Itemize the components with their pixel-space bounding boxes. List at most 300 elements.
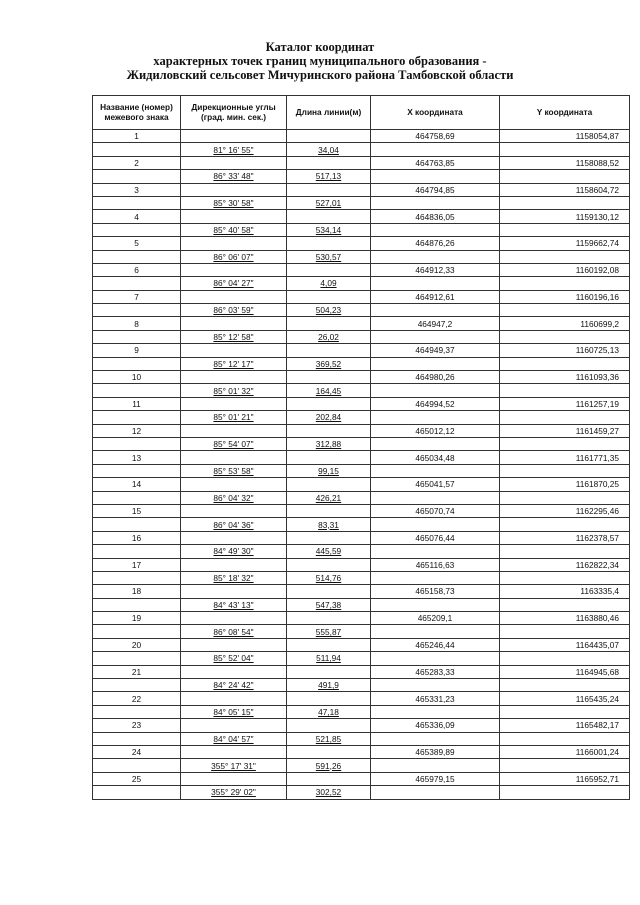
line-length: 547,38: [287, 598, 371, 611]
line-length: 34,04: [287, 143, 371, 156]
direction-angle: 85° 12' 17": [181, 357, 287, 370]
x-empty: [371, 652, 500, 665]
point-row: [93, 558, 630, 571]
x-coordinate: 465246,44: [371, 638, 500, 651]
line-length: 527,01: [287, 196, 371, 209]
y-coordinate: 1162822,34: [500, 558, 630, 571]
y-empty: [500, 491, 630, 504]
line-length: 491,9: [287, 679, 371, 692]
number-empty: [93, 223, 181, 236]
header-x: X координата: [371, 96, 500, 130]
number-empty: [93, 170, 181, 183]
x-coordinate: 464912,33: [371, 263, 500, 276]
direction-angle: 86° 04' 36": [181, 518, 287, 531]
segment-row: [93, 277, 630, 290]
point-number: 24: [93, 745, 181, 758]
header-angle: Дирекционные углы (град. мин. сек.): [181, 96, 287, 130]
line-length: 511,94: [287, 652, 371, 665]
line-length: 445,59: [287, 545, 371, 558]
direction-angle: 85° 01' 21": [181, 411, 287, 424]
direction-angle: 86° 08' 54": [181, 625, 287, 638]
line-length: 99,15: [287, 464, 371, 477]
y-coordinate: 1164945,68: [500, 665, 630, 678]
x-empty: [371, 679, 500, 692]
direction-angle: 85° 01' 32": [181, 384, 287, 397]
direction-angle: 85° 40' 58": [181, 223, 287, 236]
x-coordinate: 464876,26: [371, 237, 500, 250]
x-coordinate: 465331,23: [371, 692, 500, 705]
number-empty: [93, 491, 181, 504]
length-empty: [287, 638, 371, 651]
line-length: 202,84: [287, 411, 371, 424]
length-empty: [287, 317, 371, 330]
point-row: [93, 531, 630, 544]
x-empty: [371, 304, 500, 317]
angle-empty: [181, 290, 287, 303]
number-empty: [93, 384, 181, 397]
point-row: [93, 612, 630, 625]
line-length: 517,13: [287, 170, 371, 183]
number-empty: [93, 652, 181, 665]
angle-empty: [181, 719, 287, 732]
x-coordinate: 464949,37: [371, 344, 500, 357]
point-row: [93, 130, 630, 143]
number-empty: [93, 196, 181, 209]
y-empty: [500, 464, 630, 477]
number-empty: [93, 759, 181, 772]
segment-row: [93, 223, 630, 236]
point-number: 16: [93, 531, 181, 544]
point-number: 21: [93, 665, 181, 678]
table-body: [93, 130, 630, 800]
angle-empty: [181, 424, 287, 437]
y-coordinate: 1163335,4: [500, 585, 630, 598]
angle-empty: [181, 156, 287, 169]
point-row: [93, 183, 630, 196]
x-coordinate: 465209,1: [371, 612, 500, 625]
length-empty: [287, 397, 371, 410]
angle-empty: [181, 210, 287, 223]
y-coordinate: 1161459,27: [500, 424, 630, 437]
length-empty: [287, 504, 371, 517]
x-empty: [371, 759, 500, 772]
y-empty: [500, 705, 630, 718]
x-coordinate: 464912,61: [371, 290, 500, 303]
point-number: 6: [93, 263, 181, 276]
y-coordinate: 1159130,12: [500, 210, 630, 223]
x-coordinate: 465979,15: [371, 772, 500, 785]
point-row: [93, 397, 630, 410]
x-empty: [371, 277, 500, 290]
line-length: 591,26: [287, 759, 371, 772]
length-empty: [287, 719, 371, 732]
line-length: 26,02: [287, 330, 371, 343]
table-header-row: [93, 96, 630, 130]
point-number: 7: [93, 290, 181, 303]
x-coordinate: 465158,73: [371, 585, 500, 598]
point-row: [93, 665, 630, 678]
line-length: 555,87: [287, 625, 371, 638]
length-empty: [287, 130, 371, 143]
x-empty: [371, 223, 500, 236]
direction-angle: 84° 05' 15": [181, 705, 287, 718]
segment-row: [93, 330, 630, 343]
y-empty: [500, 786, 630, 799]
x-empty: [371, 143, 500, 156]
segment-row: [93, 679, 630, 692]
point-number: 2: [93, 156, 181, 169]
length-empty: [287, 612, 371, 625]
number-empty: [93, 277, 181, 290]
x-empty: [371, 464, 500, 477]
direction-angle: 84° 49' 30": [181, 545, 287, 558]
point-row: [93, 424, 630, 437]
point-number: 18: [93, 585, 181, 598]
angle-empty: [181, 665, 287, 678]
point-row: [93, 638, 630, 651]
length-empty: [287, 665, 371, 678]
header-y: Y координата: [500, 96, 630, 130]
segment-row: [93, 411, 630, 424]
segment-row: [93, 571, 630, 584]
point-row: [93, 317, 630, 330]
y-empty: [500, 170, 630, 183]
x-coordinate: 464758,69: [371, 130, 500, 143]
line-length: 504,23: [287, 304, 371, 317]
segment-row: [93, 491, 630, 504]
x-empty: [371, 170, 500, 183]
x-empty: [371, 625, 500, 638]
segment-row: [93, 518, 630, 531]
length-empty: [287, 183, 371, 196]
y-empty: [500, 625, 630, 638]
number-empty: [93, 411, 181, 424]
segment-row: [93, 304, 630, 317]
x-empty: [371, 786, 500, 799]
direction-angle: 85° 54' 07": [181, 437, 287, 450]
number-empty: [93, 786, 181, 799]
number-empty: [93, 732, 181, 745]
x-coordinate: 465389,89: [371, 745, 500, 758]
segment-row: [93, 143, 630, 156]
segment-row: [93, 786, 630, 799]
x-coordinate: 465283,33: [371, 665, 500, 678]
angle-empty: [181, 692, 287, 705]
number-empty: [93, 250, 181, 263]
y-empty: [500, 330, 630, 343]
header-name: Название (номер) межевого знака: [93, 96, 181, 130]
y-coordinate: 1161771,35: [500, 451, 630, 464]
angle-empty: [181, 478, 287, 491]
number-empty: [93, 143, 181, 156]
angle-empty: [181, 317, 287, 330]
point-row: [93, 237, 630, 250]
segment-row: [93, 652, 630, 665]
angle-empty: [181, 504, 287, 517]
number-empty: [93, 571, 181, 584]
point-number: 15: [93, 504, 181, 517]
x-empty: [371, 357, 500, 370]
length-empty: [287, 558, 371, 571]
y-coordinate: 1161093,36: [500, 371, 630, 384]
x-coordinate: 465034,48: [371, 451, 500, 464]
length-empty: [287, 263, 371, 276]
y-empty: [500, 759, 630, 772]
x-coordinate: 465076,44: [371, 531, 500, 544]
x-empty: [371, 571, 500, 584]
number-empty: [93, 545, 181, 558]
number-empty: [93, 464, 181, 477]
direction-angle: 84° 24' 42": [181, 679, 287, 692]
segment-row: [93, 732, 630, 745]
point-number: 5: [93, 237, 181, 250]
direction-angle: 85° 52' 04": [181, 652, 287, 665]
segment-row: [93, 598, 630, 611]
y-coordinate: 1160699,2: [500, 317, 630, 330]
x-empty: [371, 705, 500, 718]
length-empty: [287, 210, 371, 223]
line-length: 4,09: [287, 277, 371, 290]
y-coordinate: 1161870,25: [500, 478, 630, 491]
catalog-subtitle: характерных точек границ муниципального образования -: [153, 54, 487, 68]
segment-row: [93, 384, 630, 397]
x-coordinate: 464836,05: [371, 210, 500, 223]
point-number: 25: [93, 772, 181, 785]
x-empty: [371, 545, 500, 558]
y-empty: [500, 732, 630, 745]
segment-row: [93, 357, 630, 370]
y-empty: [500, 384, 630, 397]
line-length: 164,45: [287, 384, 371, 397]
y-coordinate: 1163880,46: [500, 612, 630, 625]
y-empty: [500, 357, 630, 370]
point-row: [93, 290, 630, 303]
point-row: [93, 344, 630, 357]
point-number: 23: [93, 719, 181, 732]
point-row: [93, 745, 630, 758]
y-coordinate: 1162295,46: [500, 504, 630, 517]
length-empty: [287, 290, 371, 303]
segment-row: [93, 705, 630, 718]
angle-empty: [181, 263, 287, 276]
catalog-municipality: Жидиловский сельсовет Мичуринского района Тамбовской области: [126, 68, 514, 82]
angle-empty: [181, 531, 287, 544]
line-length: 369,52: [287, 357, 371, 370]
y-empty: [500, 250, 630, 263]
x-empty: [371, 437, 500, 450]
point-number: 20: [93, 638, 181, 651]
x-empty: [371, 518, 500, 531]
direction-angle: 85° 18' 32": [181, 571, 287, 584]
number-empty: [93, 330, 181, 343]
x-coordinate: 464947,2: [371, 317, 500, 330]
x-coordinate: 465336,09: [371, 719, 500, 732]
point-row: [93, 156, 630, 169]
angle-empty: [181, 344, 287, 357]
line-length: 83,31: [287, 518, 371, 531]
x-empty: [371, 411, 500, 424]
y-empty: [500, 598, 630, 611]
x-empty: [371, 330, 500, 343]
length-empty: [287, 156, 371, 169]
length-empty: [287, 237, 371, 250]
segment-row: [93, 250, 630, 263]
angle-empty: [181, 237, 287, 250]
x-empty: [371, 491, 500, 504]
catalog-title: Каталог координат: [265, 40, 375, 54]
x-coordinate: 464980,26: [371, 371, 500, 384]
y-coordinate: 1165482,17: [500, 719, 630, 732]
direction-angle: 86° 03' 59": [181, 304, 287, 317]
point-number: 10: [93, 371, 181, 384]
y-empty: [500, 143, 630, 156]
length-empty: [287, 692, 371, 705]
length-empty: [287, 478, 371, 491]
angle-empty: [181, 585, 287, 598]
point-number: 19: [93, 612, 181, 625]
angle-empty: [181, 745, 287, 758]
point-row: [93, 719, 630, 732]
point-row: [93, 504, 630, 517]
y-coordinate: 1158088,52: [500, 156, 630, 169]
length-empty: [287, 585, 371, 598]
number-empty: [93, 598, 181, 611]
y-coordinate: 1160725,13: [500, 344, 630, 357]
x-empty: [371, 196, 500, 209]
direction-angle: 85° 30' 58": [181, 196, 287, 209]
line-length: 534,14: [287, 223, 371, 236]
point-number: 3: [93, 183, 181, 196]
point-number: 4: [93, 210, 181, 223]
y-empty: [500, 277, 630, 290]
length-empty: [287, 772, 371, 785]
x-coordinate: 465012,12: [371, 424, 500, 437]
length-empty: [287, 424, 371, 437]
point-row: [93, 585, 630, 598]
x-empty: [371, 250, 500, 263]
number-empty: [93, 625, 181, 638]
angle-empty: [181, 397, 287, 410]
header-length: Длина линии(м): [287, 96, 371, 130]
point-row: [93, 772, 630, 785]
y-coordinate: 1165952,71: [500, 772, 630, 785]
number-empty: [93, 518, 181, 531]
coordinates-table: [92, 95, 630, 800]
y-empty: [500, 652, 630, 665]
angle-empty: [181, 772, 287, 785]
point-number: 8: [93, 317, 181, 330]
segment-row: [93, 759, 630, 772]
angle-empty: [181, 183, 287, 196]
number-empty: [93, 705, 181, 718]
y-coordinate: 1164435,07: [500, 638, 630, 651]
point-row: [93, 451, 630, 464]
point-number: 12: [93, 424, 181, 437]
x-coordinate: 465041,57: [371, 478, 500, 491]
number-empty: [93, 357, 181, 370]
y-coordinate: 1161257,19: [500, 397, 630, 410]
number-empty: [93, 304, 181, 317]
point-number: 13: [93, 451, 181, 464]
point-row: [93, 263, 630, 276]
angle-empty: [181, 130, 287, 143]
direction-angle: 86° 04' 32": [181, 491, 287, 504]
line-length: 426,21: [287, 491, 371, 504]
y-empty: [500, 518, 630, 531]
length-empty: [287, 371, 371, 384]
segment-row: [93, 170, 630, 183]
segment-row: [93, 545, 630, 558]
point-row: [93, 371, 630, 384]
direction-angle: 85° 53' 58": [181, 464, 287, 477]
y-coordinate: 1158054,87: [500, 130, 630, 143]
y-empty: [500, 571, 630, 584]
line-length: 47,18: [287, 705, 371, 718]
direction-angle: 81° 16' 55": [181, 143, 287, 156]
y-empty: [500, 545, 630, 558]
angle-empty: [181, 612, 287, 625]
x-empty: [371, 384, 500, 397]
y-coordinate: 1160192,08: [500, 263, 630, 276]
point-number: 17: [93, 558, 181, 571]
point-row: [93, 692, 630, 705]
point-number: 9: [93, 344, 181, 357]
length-empty: [287, 531, 371, 544]
point-number: 1: [93, 130, 181, 143]
y-coordinate: 1165435,24: [500, 692, 630, 705]
segment-row: [93, 625, 630, 638]
x-coordinate: 465116,63: [371, 558, 500, 571]
segment-row: [93, 196, 630, 209]
y-coordinate: 1162378,57: [500, 531, 630, 544]
point-row: [93, 210, 630, 223]
angle-empty: [181, 371, 287, 384]
number-empty: [93, 679, 181, 692]
segment-row: [93, 437, 630, 450]
direction-angle: 86° 06' 07": [181, 250, 287, 263]
direction-angle: 355° 29' 02": [181, 786, 287, 799]
point-row: [93, 478, 630, 491]
number-empty: [93, 437, 181, 450]
segment-row: [93, 464, 630, 477]
y-coordinate: 1160196,16: [500, 290, 630, 303]
x-empty: [371, 732, 500, 745]
line-length: 302,52: [287, 786, 371, 799]
line-length: 312,88: [287, 437, 371, 450]
length-empty: [287, 451, 371, 464]
length-empty: [287, 745, 371, 758]
direction-angle: 84° 04' 57": [181, 732, 287, 745]
direction-angle: 86° 04' 27": [181, 277, 287, 290]
y-empty: [500, 223, 630, 236]
direction-angle: 355° 17' 31": [181, 759, 287, 772]
length-empty: [287, 344, 371, 357]
angle-empty: [181, 558, 287, 571]
x-coordinate: 464763,85: [371, 156, 500, 169]
y-empty: [500, 679, 630, 692]
point-number: 14: [93, 478, 181, 491]
angle-empty: [181, 638, 287, 651]
angle-empty: [181, 451, 287, 464]
x-empty: [371, 598, 500, 611]
x-coordinate: 464994,52: [371, 397, 500, 410]
line-length: 521,85: [287, 732, 371, 745]
direction-angle: 86° 33' 48": [181, 170, 287, 183]
y-coordinate: 1158604,72: [500, 183, 630, 196]
y-empty: [500, 437, 630, 450]
point-number: 11: [93, 397, 181, 410]
line-length: 530,57: [287, 250, 371, 263]
